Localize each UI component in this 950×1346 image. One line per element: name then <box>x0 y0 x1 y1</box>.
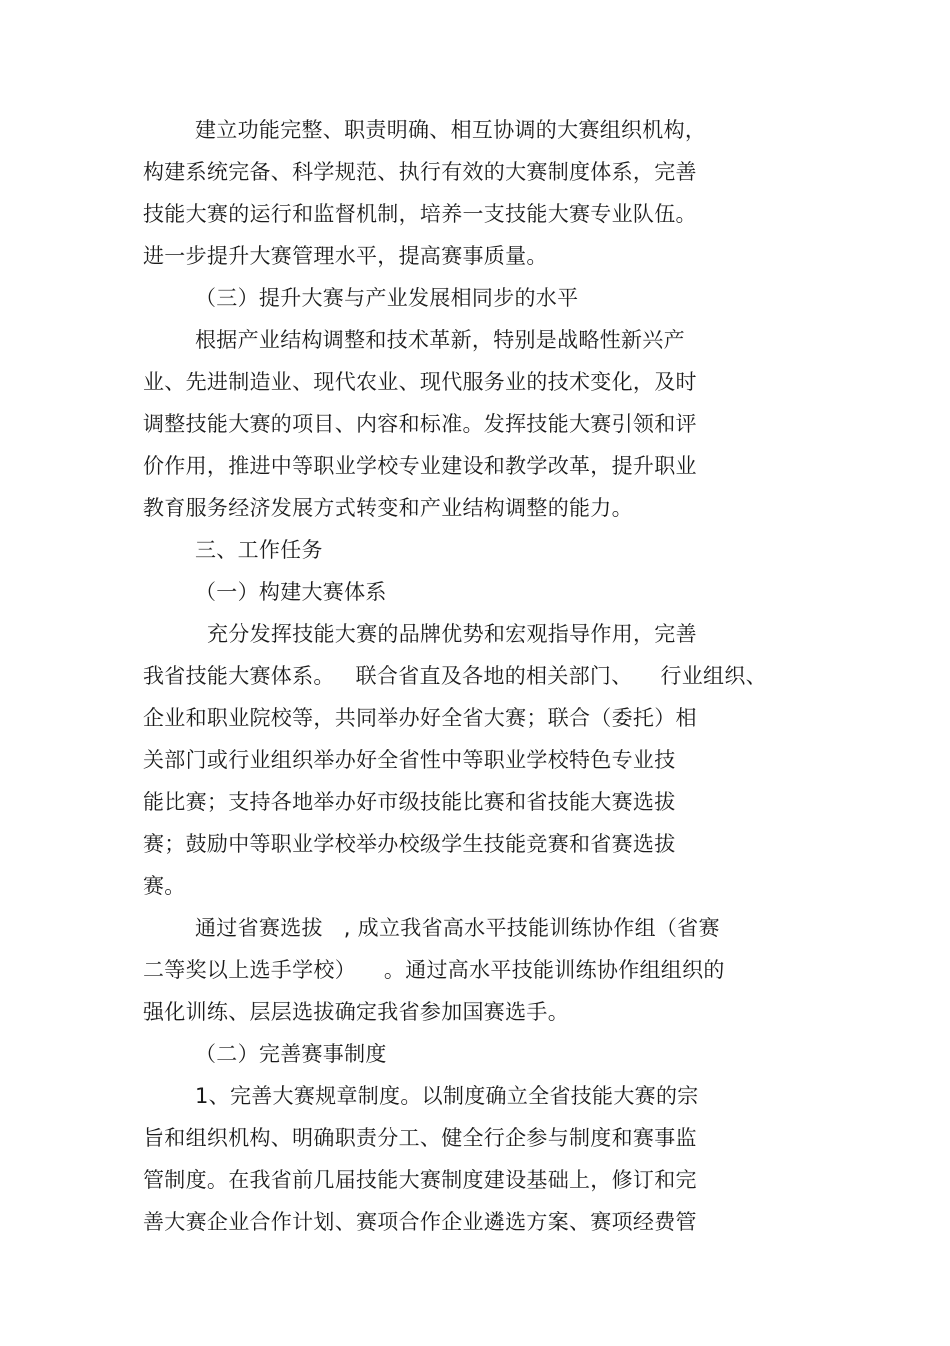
paragraph-line: 根据产业结构调整和技术革新，特别是战略性新兴产 <box>195 328 685 352</box>
paragraph-line: 充分发挥技能大赛的品牌优势和宏观指导作用，完善 <box>207 622 697 646</box>
paragraph-line: 技能大赛的运行和监督机制，培养一支技能大赛专业队伍。 <box>143 202 697 226</box>
paragraph-line: 进一步提升大赛管理水平，提高赛事质量。 <box>143 244 548 268</box>
paragraph-line: 旨和组织机构、明确职责分工、健全行企参与制度和赛事监 <box>143 1126 697 1150</box>
section-heading: （二）完善赛事制度 <box>195 1042 387 1066</box>
paragraph-line: 我省技能大赛体系。 联合省直及各地的相关部门、 行业组织、 <box>143 664 767 688</box>
paragraph-line: 赛；鼓励中等职业学校举办校级学生技能竞赛和省赛选拔 <box>143 832 676 856</box>
paragraph-line: 能比赛；支持各地举办好市级技能比赛和省技能大赛选拔 <box>143 790 676 814</box>
paragraph-line: 调整技能大赛的项目、内容和标准。发挥技能大赛引领和评 <box>143 412 697 436</box>
paragraph-line: 管制度。在我省前几届技能大赛制度建设基础上，修订和完 <box>143 1168 697 1192</box>
paragraph-line: 价作用，推进中等职业学校专业建设和教学改革，提升职业 <box>143 454 697 478</box>
paragraph-line: 1、完善大赛规章制度。以制度确立全省技能大赛的宗 <box>195 1084 699 1108</box>
paragraph-line: 善大赛企业合作计划、赛项合作企业遴选方案、赛项经费管 <box>143 1210 697 1234</box>
section-heading: 三、工作任务 <box>195 538 323 562</box>
section-heading: （一）构建大赛体系 <box>195 580 387 604</box>
paragraph-line: 强化训练、层层选拔确定我省参加国赛选手。 <box>143 1000 569 1024</box>
paragraph-line: 业、先进制造业、现代农业、现代服务业的技术变化，及时 <box>143 370 697 394</box>
paragraph-line: 二等奖以上选手学校） 。通过高水平技能训练协作组组织的 <box>143 958 725 982</box>
paragraph-line: 教育服务经济发展方式转变和产业结构调整的能力。 <box>143 496 633 520</box>
paragraph-line: 企业和职业院校等，共同举办好全省大赛；联合（委托）相 <box>143 706 697 730</box>
paragraph-line: 建立功能完整、职责明确、相互协调的大赛组织机构， <box>195 118 707 142</box>
paragraph-line: 赛。 <box>143 874 186 898</box>
section-heading: （三）提升大赛与产业发展相同步的水平 <box>195 286 579 310</box>
paragraph-line: 关部门或行业组织举办好全省性中等职业学校特色专业技 <box>143 748 676 772</box>
paragraph-line: 构建系统完备、科学规范、执行有效的大赛制度体系，完善 <box>143 160 697 184</box>
paragraph-line: 通过省赛选拔 , 成立我省高水平技能训练协作组（省赛 <box>195 916 720 940</box>
